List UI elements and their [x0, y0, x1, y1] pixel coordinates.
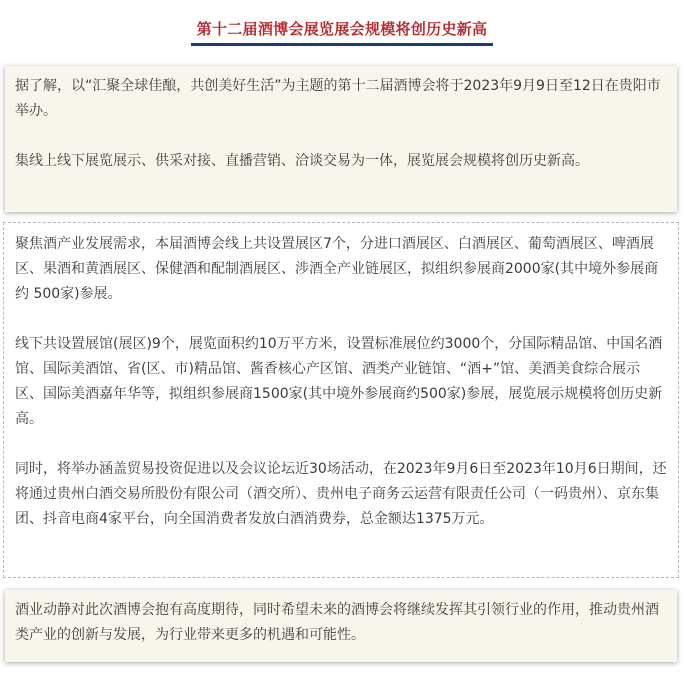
title-container [0, 18, 684, 46]
paragraph-spacer [15, 432, 668, 457]
intro-paragraph-1: 据了解，以“汇聚全球佳酿，共创美好生活”为主题的第十二届酒博会将于2023年9月9日至12日在贵阳市举办。 [15, 78, 661, 119]
intro-card [5, 66, 677, 212]
main-paragraph-2: 线下共设置展馆(展区)9个，展览面积约10万平方米，设置标准展位约3000个，分国际精品馆、中国名酒馆、国际美酒馆、省(区、市)精品馆、酱香核心产区馆、酒类产业链馆、“酒+”馆、美酒美食综合展示区、国际美酒嘉年华等，拟组织参展商1500家(其中境外参展商约500家)参展，展览展示规模将创历史新高。 [15, 336, 663, 427]
main-card [3, 222, 679, 578]
paragraph-spacer [15, 124, 667, 149]
main-paragraph-3: 同时，将举办涵盖贸易投资促进以及会议论坛近30场活动，在2023年9月6日至2023年10月6日期间，还将通过贵州白酒交易所股份有限公司（酒交所）、贵州电子商务云运营有限责任公司（一码贵州）、京东集团、抖音电商4家平台，向全国消费者发放白酒消费券，总金额达1375万元。 [15, 461, 667, 527]
outro-card [5, 590, 677, 662]
main-paragraph-1: 聚焦酒产业发展需求，本届酒博会线上共设置展区7个，分进口酒展区、白酒展区、葡萄酒展区、啤酒展区、果酒和黄酒展区、保健酒和配制酒展区、涉酒全产业链展区，拟组织参展商2000家(其中境外参展商约 500家)参展。 [15, 236, 659, 302]
outro-paragraph-1: 酒业动静对此次酒博会抱有高度期待，同时希望未来的酒博会将继续发挥其引领行业的作用，推动贵州酒类产业的创新与发展，为行业带来更多的机遇和可能性。 [15, 602, 659, 643]
intro-paragraph-2: 集线上线下展览展示、供采对接、直播营销、洽谈交易为一体，展览展会规模将创历史新高。 [15, 153, 589, 169]
article-title: 第十二届酒博会展览展会规模将创历史新高 [191, 18, 494, 46]
paragraph-spacer [15, 307, 668, 332]
